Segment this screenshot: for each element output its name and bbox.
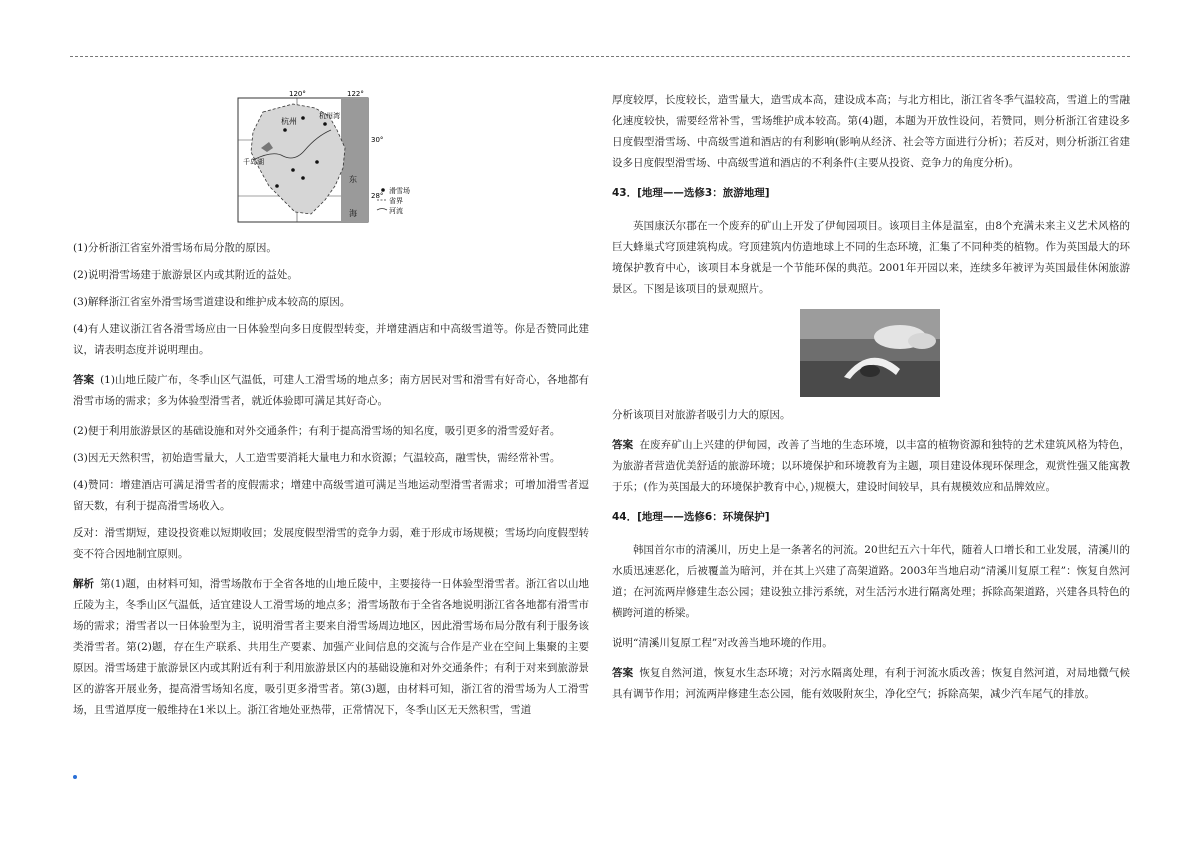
question-4: (4)有人建议浙江省各滑雪场应由一日体验型向多日度假型转变，并增建酒店和中高级雪道等。你是否赞同此建议，请表明态度并说明理由。	[73, 323, 589, 356]
ski-resort-marker	[323, 122, 327, 126]
ski-resort-marker	[301, 116, 305, 120]
q43-text: 英国康沃尔郡在一个废弃的矿山上开发了伊甸园项目。该项目主体是温室，由8个充满未来主义艺术风格的巨大蜂巢式穹顶建筑构成。穹顶建筑内仿造地球上不同的生态环境，汇集了不同种类的植物。作为英国最大的环境保护教育中心，该项目本身就是一个节能环保的典范。2001年开园以来，连续多年被评为英国最佳休闲旅游景区。下图是该项目的景观照片。	[612, 220, 1130, 295]
answer-label: 答案	[612, 667, 634, 679]
answer-1	[73, 370, 589, 412]
question-3: (3)解释浙江省室外滑雪场雪道建设和维护成本较高的原因。	[73, 296, 351, 308]
header-divider	[70, 56, 1130, 57]
ski-resort-marker	[283, 128, 287, 132]
analysis	[73, 574, 589, 721]
legend-ski-symbol	[381, 188, 385, 192]
analysis-continuation: 厚度较厚，长度较长，造雪量大，造雪成本高，建设成本高；与北方相比，浙江省冬季气温较高，雪道上的雪融化速度较快，需要经常补雪，雪场维护成本较高。第(4)题，本题为开放性设问，若赞同，则分析浙江省建设多日度假型滑雪场、中高级雪道和酒店的有利影响(影响从经济、社会等方面进行分析)；若反对，则分析浙江省建设多日度假型滑雪场、中高级雪道和酒店的不利条件(主要从投资、竞争力的角度分析)。	[612, 94, 1130, 169]
lat-label-30: 30°	[371, 136, 384, 144]
question-2: (2)说明滑雪场建于旅游景区内或其附近的益处。	[73, 269, 298, 281]
lon-label-122: 122°	[347, 90, 364, 98]
place-sea: 海	[349, 209, 357, 218]
province-outline	[251, 104, 345, 214]
place-hangzhou: 杭州	[281, 117, 297, 126]
eden-project-photo	[800, 309, 940, 397]
q44-title: 44．[地理——选修6：环境保护]	[612, 511, 770, 523]
q43-answer	[612, 435, 1130, 498]
q44-question: 说明“清溪川复原工程”对改善当地环境的作用。	[612, 637, 833, 649]
analysis-text: 第(1)题，由材料可知，滑雪场散布于全省各地的山地丘陵中，主要接待一日体验型滑雪者。浙江省以山地丘陵为主，冬季山区气温低，适宜建设人工滑雪场的地点多；滑雪场散布于全省各地说明浙江省各地都有滑雪市场的需求；滑雪者以一日体验型为主，说明滑雪者主要来自滑雪场周边地区，因此滑雪场布局分散有利于服务该类滑雪者。第(2)题，存在生产联系、共用生产要素、加强产业间信息的交流与合作是产业在空间上集聚的主要原因。滑雪场建于旅游景区内或其附近有利于利用旅游景区内的基础设施和对外交通条件；有利于对来到旅游景区的游客开展业务，提高滑雪场知名度，吸引更多滑雪者。第(3)题，由材料可知，浙江省的滑雪场为人工滑雪场，且雪道厚度一般维持在1米以上。浙江省地处亚热带，正常情况下，冬季山区无天然积雪，雪道	[73, 578, 590, 716]
legend-border-label: 省界	[389, 197, 403, 205]
ski-resort-marker	[275, 184, 279, 188]
q43-title: 43．[地理——选修3：旅游地理]	[612, 187, 770, 199]
lon-label-120: 120°	[289, 90, 306, 98]
q44-answer	[612, 663, 1130, 705]
zhejiang-ski-map	[233, 90, 453, 228]
answer-label: 答案	[612, 439, 634, 451]
q44-answer-text: 恢复自然河道，恢复水生态环境；对污水隔离处理，有利于河流水质改善；恢复自然河道，对局地微气候具有调节作用；河流两岸修建生态公园，能有效吸附灰尘，净化空气；拆除高架，减少汽车尾气的排放。	[612, 667, 1131, 700]
left-column	[73, 90, 589, 730]
answer-1-text: (1)山地丘陵广布，冬季山区气温低，可建人工滑雪场的地点多；南方居民对雪和滑雪有好奇心，各地都有滑雪市场的需求；多为体验型滑雪者，就近体验即可满足其好奇心。	[73, 374, 590, 407]
place-east: 东	[349, 175, 357, 184]
ski-resort-marker	[301, 176, 305, 180]
legend-river-label: 河流	[389, 207, 403, 215]
q43-answer-text: 在废弃矿山上兴建的伊甸园，改善了当地的生态环境，以丰富的植物资源和独特的艺术建筑风格为特色，为旅游者营造优美舒适的旅游环境；以环境保护和环境教育为主题，项目建设体现环保理念，观赏性强又能寓教于乐；(作为英国最大的环境保护教育中心，)规模大，建设时间较早，具有规模效应和品牌效应。	[612, 439, 1131, 493]
answer-oppose: 反对：滑雪期短，建设投资难以短期收回；发展度假型滑雪的竞争力弱，难于形成市场规模；雪场均向度假型转变不符合因地制宜原则。	[73, 527, 589, 560]
q43-question: 分析该项目对旅游者吸引力大的原因。	[612, 409, 791, 421]
answer-label: 答案	[73, 374, 95, 386]
ski-resort-marker	[291, 168, 295, 172]
lat-label-28: 28°	[371, 192, 384, 200]
ski-resort-marker	[315, 160, 319, 164]
legend-ski-label: 滑雪场	[389, 187, 410, 195]
legend-river-symbol	[377, 209, 387, 211]
answer-3: (3)因无天然积雪，初始造雪量大，人工造雪要消耗大量电力和水资源；气温较高，融雪快，需经常补雪。	[73, 452, 561, 464]
answer-2: (2)便于利用旅游景区的基础设施和对外交通条件；有利于提高滑雪场的知名度，吸引更多的滑雪爱好者。	[73, 425, 561, 437]
question-1: (1)分析浙江省室外滑雪场布局分散的原因。	[73, 242, 277, 254]
q44-text: 韩国首尔市的清溪川，历史上是一条著名的河流。20世纪五六十年代，随着人口增长和工业发展，清溪川的水质迅速恶化，后被覆盖为暗河，并在其上兴建了高架道路。2003年当地启动“清溪川复原工程”：恢复自然河道；在河流两岸修建生态公园；建设独立排污系统，对生活污水进行隔离处理；拆除高架道路，兴建各具特色的横跨河道的桥梁。	[612, 544, 1130, 619]
page-marker	[73, 775, 77, 779]
analysis-label: 解析	[73, 578, 95, 590]
sea-area	[341, 98, 368, 222]
right-column	[612, 90, 1130, 714]
place-hangzhou-bay: 杭州湾	[319, 112, 340, 120]
answer-4: (4)赞同：增建酒店可满足滑雪者的度假需求；增建中高级雪道可满足当地运动型滑雪者需求；可增加滑雪者逗留天数，有利于提高滑雪场收入。	[73, 479, 589, 512]
place-qiandao-lake: 千岛湖	[243, 158, 264, 166]
